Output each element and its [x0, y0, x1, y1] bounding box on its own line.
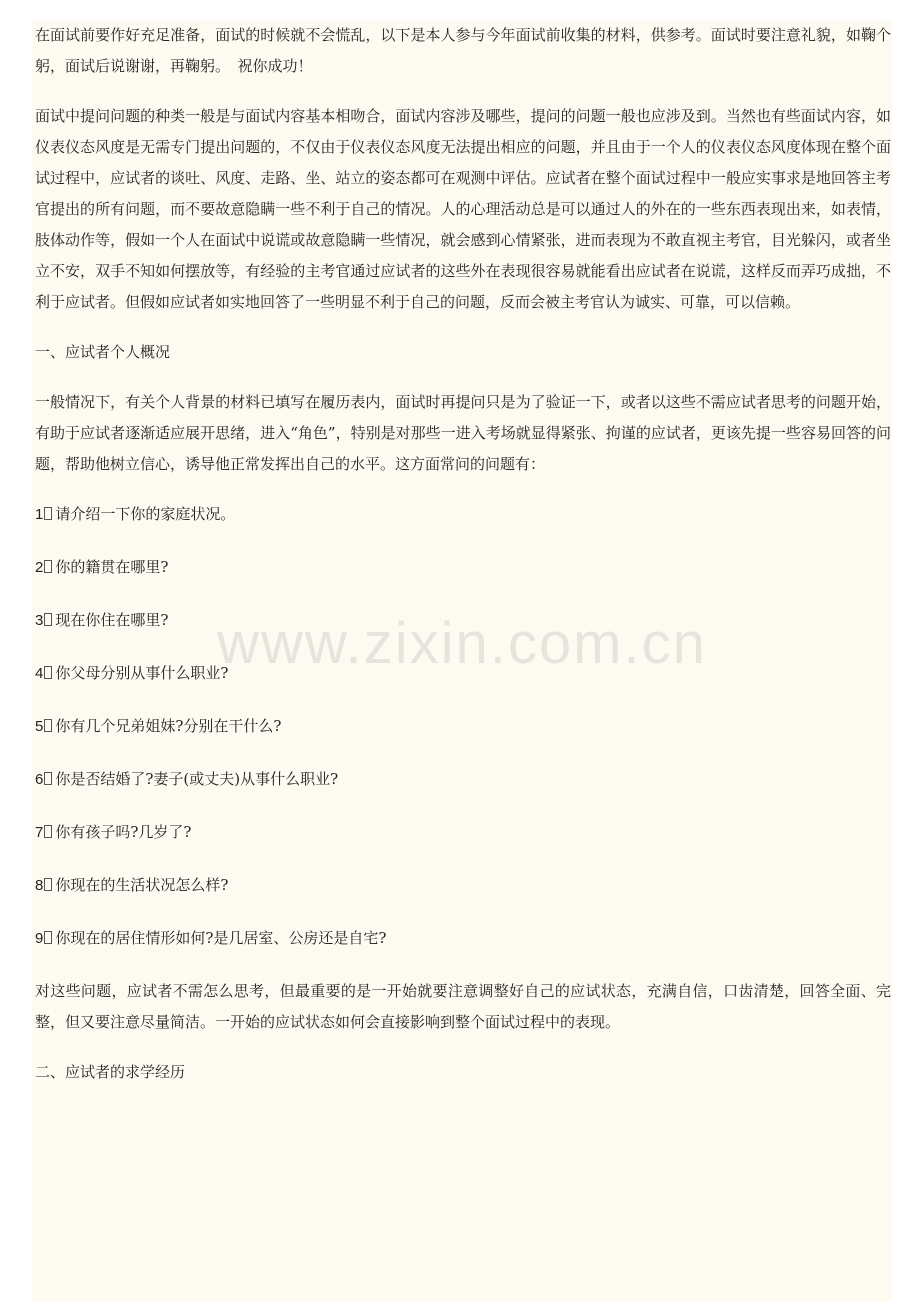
section-heading: 二、应试者的求学经历	[35, 1063, 186, 1081]
list-text: 请介绍一下你的家庭状况。	[55, 505, 236, 523]
list-text: 你现在的生活状况怎么样?	[55, 876, 229, 894]
list-text: 你有孩子吗?几岁了?	[55, 823, 192, 841]
document-body	[35, 20, 891, 1107]
list-item	[35, 764, 891, 795]
list-text: 你有几个兄弟姐妹?分别在干什么?	[55, 717, 282, 735]
list-item	[35, 605, 891, 636]
missing-glyph-box-icon	[44, 772, 52, 785]
missing-glyph-box-icon	[44, 719, 52, 732]
missing-glyph-box-icon	[44, 931, 52, 944]
list-item	[35, 870, 891, 901]
list-text: 你是否结婚了?妻子(或丈夫)从事什么职业?	[55, 770, 339, 788]
missing-glyph-box-icon	[44, 560, 52, 573]
section-heading: 一、应试者个人概况	[35, 343, 171, 361]
list-text: 你的籍贯在哪里?	[55, 558, 169, 576]
list-item	[35, 923, 891, 954]
list-number: 7	[35, 824, 44, 841]
list-number: 4	[35, 665, 44, 682]
list-number: 1	[35, 506, 44, 523]
missing-glyph-box-icon	[44, 666, 52, 679]
missing-glyph-box-icon	[44, 507, 52, 520]
document-page	[32, 20, 892, 1302]
list-number: 2	[35, 559, 44, 576]
list-text: 你现在的居住情形如何?是几居室、公房还是自宅?	[55, 929, 387, 947]
list-number: 3	[35, 612, 44, 629]
missing-glyph-box-icon	[44, 878, 52, 891]
list-item	[35, 552, 891, 583]
question-list	[35, 499, 891, 954]
list-number: 6	[35, 771, 44, 788]
missing-glyph-box-icon	[44, 825, 52, 838]
list-number: 8	[35, 877, 44, 894]
list-number: 5	[35, 718, 44, 735]
list-text: 现在你住在哪里?	[55, 611, 169, 629]
body-paragraph: 对这些问题，应试者不需怎么思考，但最重要的是一开始就要注意调整好自己的应试状态，充满自信，口齿清楚，回答全面、完整，但又要注意尽量简洁。一开始的应试状态如何会直接影响到整个面试过程中的表现。	[35, 982, 891, 1031]
list-number: 9	[35, 930, 44, 947]
list-item	[35, 658, 891, 689]
list-item	[35, 817, 891, 848]
watermark: www.zixin.com.cn	[217, 611, 707, 676]
list-item	[35, 499, 891, 530]
list-text: 你父母分别从事什么职业?	[55, 664, 229, 682]
body-paragraph: 一般情况下，有关个人背景的材料已填写在履历表内，面试时再提问只是为了验证一下，或者以这些不需应试者思考的问题开始，有助于应试者逐渐适应展开思绪，进入“角色”，特别是对那些一进入考场就显得紧张、拘谨的应试者，更该先提一些容易回答的问题，帮助他树立信心，诱导他正常发挥出自己的水平。这方面常问的问题有：	[35, 393, 891, 473]
intro-paragraph: 在面试前要作好充足准备，面试的时候就不会慌乱，以下是本人参与今年面试前收集的材料，供参考。面试时要注意礼貌，如鞠个躬，面试后说谢谢，再鞠躬。 祝你成功！	[35, 26, 891, 75]
missing-glyph-box-icon	[44, 613, 52, 626]
body-paragraph: 面试中提问问题的种类一般是与面试内容基本相吻合，面试内容涉及哪些，提问的问题一般也应涉及到。当然也有些面试内容，如仪表仪态风度是无需专门提出问题的，不仅由于仪表仪态风度无法提出相应的问题，并且由于一个人的仪表仪态风度体现在整个面试过程中，应试者的谈吐、风度、走路、坐、站立的姿态都可在观测中评估。应试者在整个面试过程中一般应实事求是地回答主考官提出的所有问题，而不要故意隐瞒一些不利于自己的情况。人的心理活动总是可以通过人的外在的一些东西表现出来，如表情，肢体动作等，假如一个人在面试中说谎或故意隐瞒一些情况，就会感到心情紧张，进而表现为不敢直视主考官，目光躲闪，或者坐立不安，双手不知如何摆放等，有经验的主考官通过应试者的这些外在表现很容易就能看出应试者在说谎，这样反而弄巧成拙，不利于应试者。但假如应试者如实地回答了一些明显不利于自己的问题，反而会被主考官认为诚实、可靠，可以信赖。	[35, 107, 891, 311]
list-item	[35, 711, 891, 742]
